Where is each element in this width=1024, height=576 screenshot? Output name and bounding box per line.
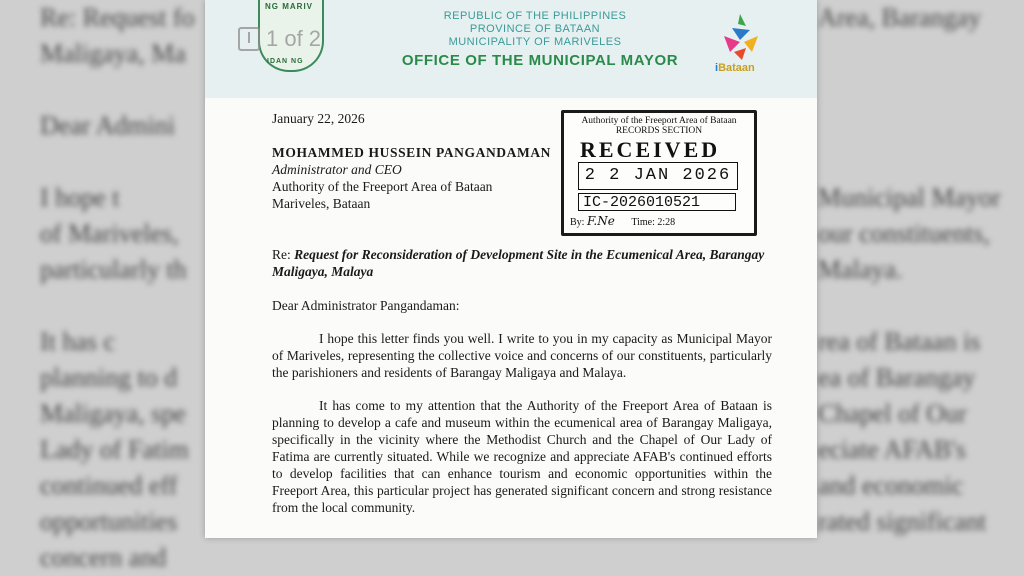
background-right-line: Malaya. [818, 255, 903, 284]
letterhead-line-municipality: MUNICIPALITY OF MARIVELES [448, 36, 622, 48]
background-right-line: ea of Barangay [818, 363, 976, 392]
letter-page [205, 0, 817, 538]
background-right-line [818, 72, 1018, 108]
stamp-section: RECORDS SECTION [615, 126, 703, 136]
background-left-line: I hope t [40, 183, 120, 212]
background-right-line [818, 288, 1018, 324]
seal-top-text: NG MARIV [265, 2, 313, 11]
stamp-org: Authority of the Freeport Area of Bataan [581, 116, 737, 126]
background-right-line: our constituents, [818, 219, 990, 248]
background-right-line: Municipal Mayor [818, 183, 1001, 212]
background-right-line [818, 144, 1018, 180]
background-left-line: of Mariveles, [40, 219, 179, 248]
seal-bottom-text: IDAN NG [267, 58, 304, 65]
background-left-line: planning to d [40, 363, 178, 392]
background-left-line: continued eff [40, 471, 178, 500]
background-left-text [40, 0, 210, 576]
recipient-title: Administrator and CEO [272, 162, 402, 177]
letterhead-line-province: PROVINCE OF BATAAN [469, 23, 601, 35]
background-left-line: Lady of Fatim [40, 435, 189, 464]
letterhead [205, 0, 817, 98]
background-left-line: particularly th [40, 255, 187, 284]
salutation: Dear Administrator Pangandaman: [272, 298, 460, 313]
stamp-date: 2 2 JAN 2026 [578, 162, 738, 190]
letterhead-title: OFFICE OF THE MUNICIPAL MAYOR [401, 52, 679, 69]
pages-icon [238, 27, 260, 51]
background-left-line [40, 72, 210, 108]
background-right-line [818, 108, 1018, 144]
background-left-line: opportunities [40, 507, 178, 536]
subject-line [272, 246, 767, 280]
ibataan-logo-text: iBataan [715, 62, 755, 74]
background-left-line [40, 288, 210, 324]
letterhead-line-republic: REPUBLIC OF THE PHILIPPINES [443, 10, 627, 22]
stamp-byline: By: F.Ne Time: 2:28 [570, 214, 676, 228]
stamp-received: RECEIVED [580, 137, 721, 162]
background-left-line: Re: Request fo [40, 3, 195, 32]
recipient-name: MOHAMMED HUSSEIN PANGANDAMAN [272, 145, 552, 160]
background-left-line: Maligaya, spe [40, 399, 186, 428]
letterhead-lines [385, 10, 685, 49]
recipient-org: Authority of the Freeport Area of Bataan [272, 179, 493, 194]
background-left-line: Maligaya, Ma [40, 39, 186, 68]
background-left-line: Dear Admini [40, 111, 176, 140]
page-indicator-label: 1 of 2 [266, 26, 322, 51]
background-left-line: It has c [40, 327, 116, 356]
background-right-line: rea of Bataan is [818, 327, 981, 356]
stamp-control-number: IC-2026010521 [578, 193, 736, 211]
background-right-line: eciate AFAB's [818, 435, 966, 464]
page-indicator[interactable] [238, 26, 321, 52]
background-right-line [818, 36, 1018, 72]
background-left-line: concern and [40, 543, 167, 572]
background-left-line [40, 144, 210, 180]
subject-label: Re: [272, 247, 291, 262]
background-right-line: rated significant [818, 507, 987, 536]
background-right-line: Area, Barangay [818, 3, 982, 32]
recipient-city: Mariveles, Bataan [272, 196, 371, 211]
background-right-line: Chapel of Our [818, 399, 967, 428]
background-right-line [818, 540, 1018, 576]
paragraph-2: It has come to my attention that the Authority of the Freeport Area of Bataan is planning to develop a cafe and museum within the ecumenical area of Barangay Maligaya, specifically in the vicinity where the Methodist Church and the Chapel of Our Lady of Fatima are currently situated. While we recognize and appreciate AFAB's continued efforts to develop facilities that can enhance tourism and economic opportunities within the Freeport Area, this particular project has generated significant concern and strong resistance from the local community. [272, 398, 772, 515]
received-stamp [561, 110, 757, 236]
background-right-text [818, 0, 1018, 576]
paragraph-1: I hope this letter finds you well. I write to you in my capacity as Municipal Mayor of Mariveles, representing the collective voice and concerns of our constituents, particularly the parishioners and residents of Barangay Maligaya and Malaya. [272, 331, 772, 380]
letter-date: January 22, 2026 [272, 111, 365, 126]
subject-text: Request for Reconsideration of Development Site in the Ecumenical Area, Barangay Maligaya, Malaya [272, 247, 765, 279]
ibataan-logo-icon [710, 6, 770, 66]
background-right-line: and economic [818, 471, 964, 500]
